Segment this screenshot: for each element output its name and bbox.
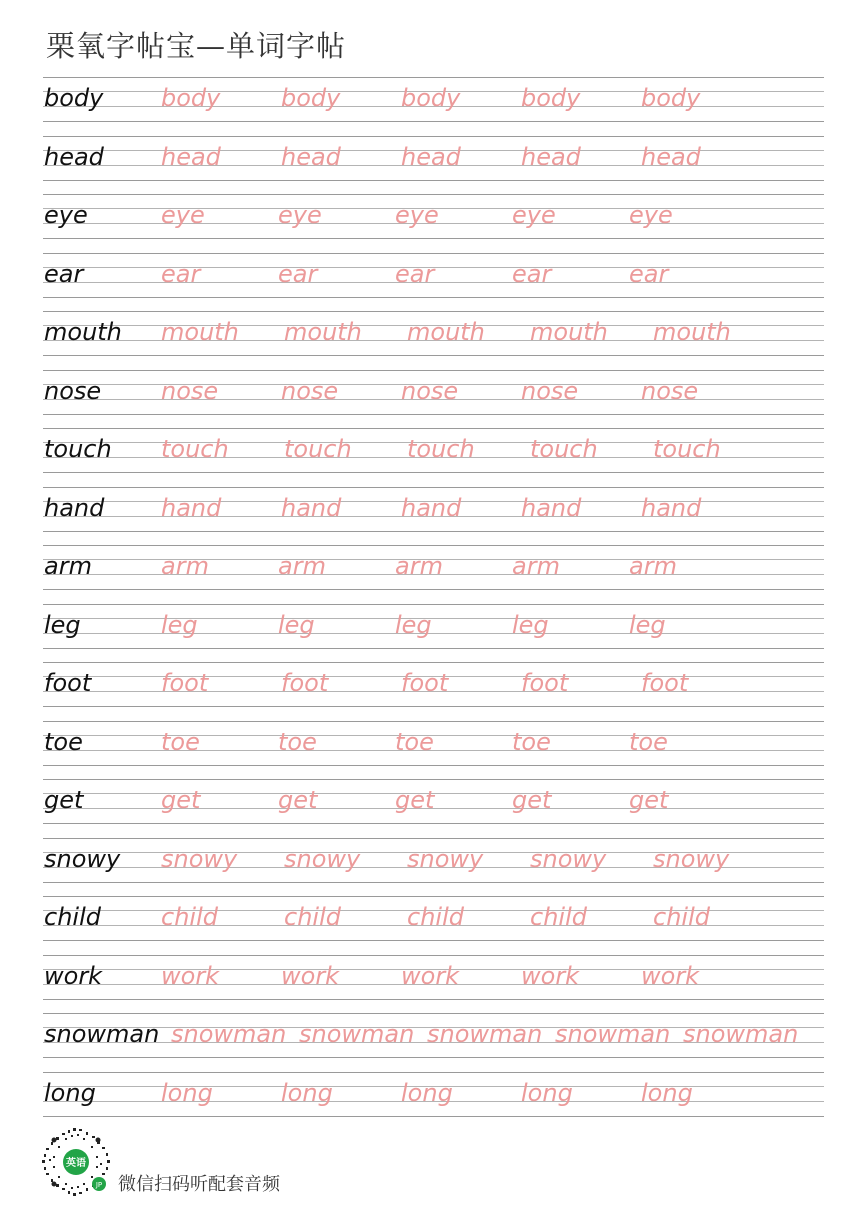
trace-word: get: [629, 786, 669, 814]
trace-word: eye: [512, 201, 556, 229]
model-word: ear: [44, 259, 84, 288]
trace-group: [43, 316, 824, 348]
trace-group: [43, 784, 824, 816]
ruling-line: [43, 589, 824, 590]
trace-word: eye: [278, 201, 322, 229]
trace-word: hand: [521, 493, 582, 522]
trace-word: ear: [512, 259, 552, 288]
ruling-line: [43, 414, 824, 415]
model-word: body: [44, 84, 104, 112]
practice-row: [43, 604, 824, 663]
ruling-line: [43, 721, 824, 722]
trace-word: touch: [530, 435, 598, 463]
model-word: leg: [44, 610, 81, 639]
practice-row: [43, 955, 824, 1014]
model-word: toe: [44, 727, 83, 756]
trace-word: get: [512, 786, 552, 814]
trace-word: leg: [161, 610, 198, 639]
trace-word: touch: [284, 435, 352, 463]
trace-word: mouth: [653, 318, 731, 346]
ruling-line: [43, 311, 824, 312]
practice-row: [43, 838, 824, 897]
ruling-line: [43, 823, 824, 824]
trace-word: foot: [161, 669, 209, 697]
ruling-line: [43, 531, 824, 532]
practice-row: [43, 662, 824, 721]
trace-word: toe: [395, 727, 434, 756]
ruling-line: [43, 955, 824, 956]
trace-word: ear: [161, 259, 201, 288]
trace-word: snowy: [161, 844, 238, 873]
trace-group: [43, 550, 824, 582]
ruling-line: [43, 896, 824, 897]
trace-word: arm: [395, 552, 443, 580]
trace-word: long: [161, 1078, 213, 1107]
ruling-line: [43, 355, 824, 356]
practice-row: [43, 1072, 824, 1131]
trace-word: body: [281, 84, 341, 112]
model-word: hand: [44, 493, 105, 522]
trace-group: [43, 667, 824, 699]
trace-word: toe: [278, 727, 317, 756]
ruling-line: [43, 77, 824, 78]
trace-word: nose: [281, 376, 339, 405]
trace-word: leg: [395, 610, 432, 639]
trace-word: leg: [629, 610, 666, 639]
practice-row: [43, 779, 824, 838]
practice-row: [43, 77, 824, 136]
trace-word: arm: [629, 552, 677, 580]
practice-row: [43, 1013, 824, 1072]
trace-word: toe: [161, 727, 200, 756]
trace-word: arm: [161, 552, 209, 580]
trace-group: [43, 375, 824, 407]
ruling-line: [43, 1072, 824, 1073]
trace-word: get: [161, 786, 201, 814]
trace-word: hand: [641, 493, 702, 522]
ruling-line: [43, 428, 824, 429]
trace-word: hand: [401, 493, 462, 522]
trace-group: [43, 609, 824, 641]
trace-word: child: [530, 903, 587, 931]
trace-word: eye: [629, 201, 673, 229]
practice-row: [43, 370, 824, 429]
ruling-line: [43, 648, 824, 649]
trace-word: snowy: [530, 844, 607, 873]
trace-word: work: [521, 961, 580, 990]
trace-word: mouth: [407, 318, 485, 346]
trace-word: snowy: [284, 844, 361, 873]
trace-word: snowy: [653, 844, 730, 873]
ruling-line: [43, 779, 824, 780]
trace-word: ear: [278, 259, 318, 288]
trace-word: ear: [395, 259, 435, 288]
model-word: get: [44, 786, 84, 814]
trace-word: ear: [629, 259, 669, 288]
model-word: work: [44, 961, 103, 990]
trace-word: touch: [653, 435, 721, 463]
trace-word: child: [653, 903, 710, 931]
trace-group: [43, 843, 824, 875]
ruling-line: [43, 662, 824, 663]
trace-word: foot: [401, 669, 449, 697]
trace-word: child: [284, 903, 341, 931]
trace-word: work: [641, 961, 700, 990]
ruling-line: [43, 882, 824, 883]
trace-word: body: [401, 84, 461, 112]
trace-word: leg: [512, 610, 549, 639]
trace-word: work: [281, 961, 340, 990]
trace-word: head: [281, 142, 341, 171]
practice-row: [43, 136, 824, 195]
page-title: 栗氧字帖宝—单词字帖: [46, 29, 347, 63]
trace-group: [43, 433, 824, 465]
trace-word: foot: [641, 669, 689, 697]
trace-word: toe: [629, 727, 668, 756]
practice-row: [43, 896, 824, 955]
trace-word: snowman: [427, 1020, 543, 1048]
trace-word: long: [521, 1078, 573, 1107]
ruling-line: [43, 1013, 824, 1014]
trace-word: leg: [278, 610, 315, 639]
model-word: arm: [44, 552, 92, 580]
trace-word: mouth: [530, 318, 608, 346]
trace-word: touch: [161, 435, 229, 463]
trace-group: [43, 726, 824, 758]
trace-word: child: [407, 903, 464, 931]
trace-word: head: [641, 142, 701, 171]
ruling-line: [43, 999, 824, 1000]
practice-row: [43, 487, 824, 546]
ruling-line: [43, 545, 824, 546]
trace-word: body: [521, 84, 581, 112]
trace-word: snowman: [299, 1020, 415, 1048]
trace-word: mouth: [161, 318, 239, 346]
ruling-line: [43, 706, 824, 707]
trace-word: snowman: [555, 1020, 671, 1048]
trace-word: snowman: [683, 1020, 799, 1048]
trace-word: nose: [401, 376, 459, 405]
trace-word: get: [395, 786, 435, 814]
trace-word: head: [521, 142, 581, 171]
trace-group: [43, 1077, 824, 1109]
model-word: mouth: [44, 318, 122, 346]
model-word: nose: [44, 376, 102, 405]
model-word: eye: [44, 201, 88, 229]
trace-word: child: [161, 903, 218, 931]
trace-word: eye: [395, 201, 439, 229]
trace-word: nose: [521, 376, 579, 405]
trace-word: foot: [521, 669, 569, 697]
ruling-line: [43, 1057, 824, 1058]
ruling-line: [43, 604, 824, 605]
trace-group: [43, 1018, 824, 1050]
trace-word: foot: [281, 669, 329, 697]
ruling-line: [43, 238, 824, 239]
qr-badge-text: 英语: [66, 1158, 86, 1169]
qr-corner-text: JP: [95, 1181, 103, 1189]
trace-group: [43, 901, 824, 933]
footer-caption: 微信扫码听配套音频: [118, 1174, 280, 1195]
trace-word: get: [278, 786, 318, 814]
ruling-line: [43, 253, 824, 254]
practice-row: [43, 311, 824, 370]
trace-word: long: [281, 1078, 333, 1107]
ruling-line: [43, 136, 824, 137]
model-word: touch: [44, 435, 112, 463]
qr-code-icon[interactable]: [40, 1126, 112, 1198]
ruling-line: [43, 370, 824, 371]
trace-group: [43, 492, 824, 524]
model-word: long: [44, 1078, 96, 1107]
ruling-line: [43, 194, 824, 195]
trace-word: hand: [161, 493, 222, 522]
trace-word: body: [641, 84, 701, 112]
ruling-line: [43, 121, 824, 122]
model-word: snowy: [44, 844, 121, 873]
practice-row: [43, 721, 824, 780]
trace-word: long: [641, 1078, 693, 1107]
trace-word: nose: [641, 376, 699, 405]
practice-row: [43, 253, 824, 312]
ruling-line: [43, 940, 824, 941]
trace-word: body: [161, 84, 221, 112]
trace-word: eye: [161, 201, 205, 229]
ruling-line: [43, 765, 824, 766]
trace-word: touch: [407, 435, 475, 463]
trace-group: [43, 141, 824, 173]
ruling-line: [43, 297, 824, 298]
trace-word: arm: [278, 552, 326, 580]
model-word: foot: [44, 669, 92, 697]
practice-row: [43, 194, 824, 253]
practice-row: [43, 428, 824, 487]
trace-word: work: [161, 961, 220, 990]
ruling-line: [43, 1116, 824, 1117]
trace-word: work: [401, 961, 460, 990]
model-word: snowman: [44, 1020, 160, 1048]
trace-group: [43, 82, 824, 114]
practice-row: [43, 545, 824, 604]
trace-word: snowman: [171, 1020, 287, 1048]
trace-group: [43, 960, 824, 992]
trace-word: snowy: [407, 844, 484, 873]
practice-sheet: [43, 77, 824, 1130]
ruling-line: [43, 472, 824, 473]
trace-word: arm: [512, 552, 560, 580]
trace-word: hand: [281, 493, 342, 522]
trace-word: long: [401, 1078, 453, 1107]
model-word: head: [44, 142, 104, 171]
trace-word: head: [161, 142, 221, 171]
ruling-line: [43, 838, 824, 839]
trace-word: mouth: [284, 318, 362, 346]
ruling-line: [43, 180, 824, 181]
ruling-line: [43, 487, 824, 488]
trace-word: toe: [512, 727, 551, 756]
footer: [40, 1126, 340, 1198]
trace-group: [43, 258, 824, 290]
model-word: child: [44, 903, 101, 931]
trace-word: head: [401, 142, 461, 171]
trace-word: nose: [161, 376, 219, 405]
trace-group: [43, 199, 824, 231]
